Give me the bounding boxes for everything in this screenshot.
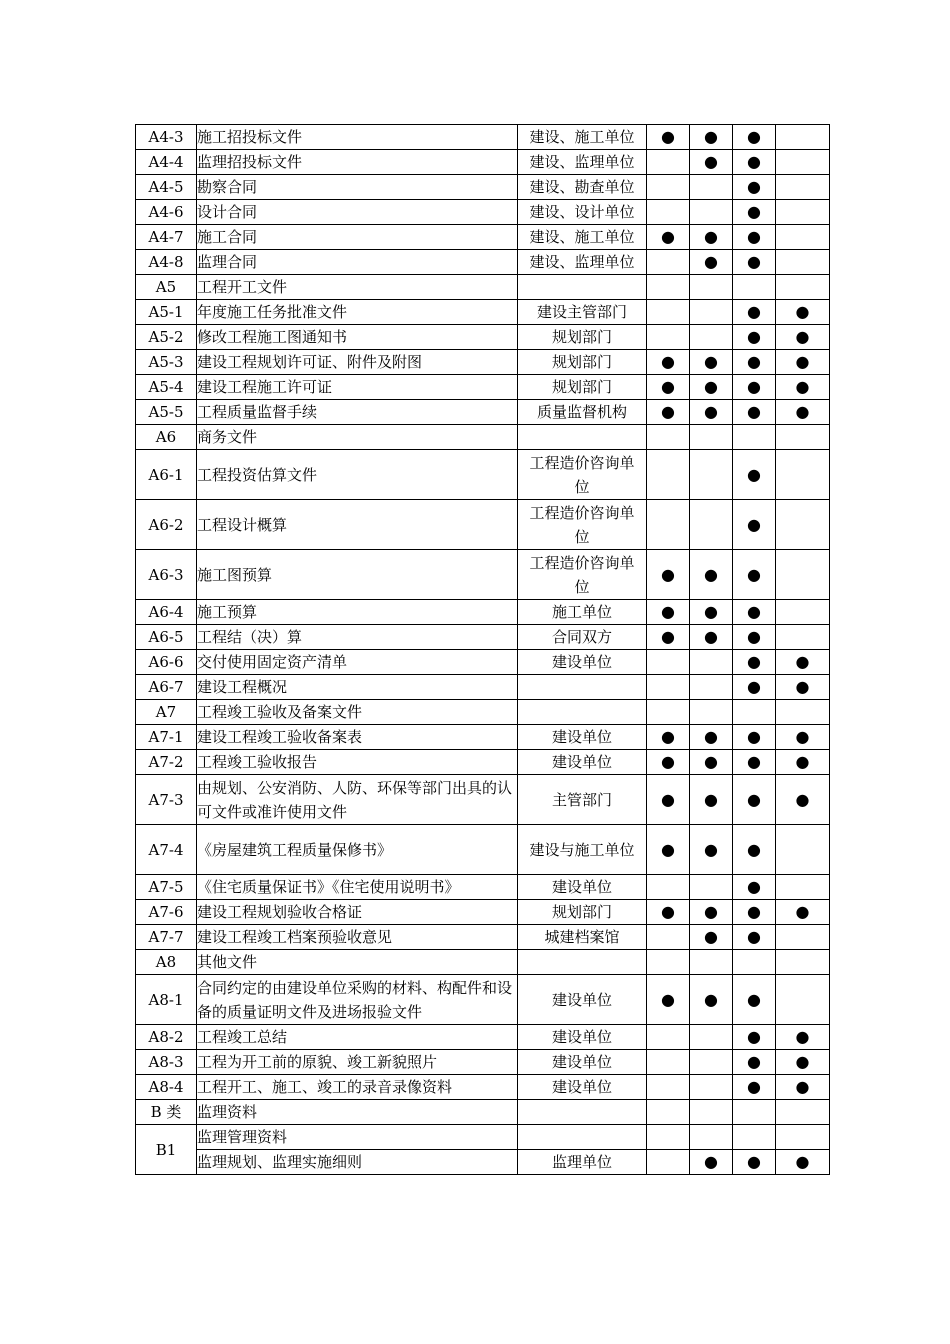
row-code: A5-2 [136,325,197,350]
mark-cell: ● [690,550,733,600]
row-code: A8-4 [136,1075,197,1100]
mark-cell: ● [733,1025,776,1050]
mark-cell: ● [776,1050,830,1075]
row-name: 工程结（决）算 [197,625,518,650]
row-name: 建设工程规划许可证、附件及附图 [197,350,518,375]
mark-cell [690,650,733,675]
mark-cell [690,1075,733,1100]
mark-cell: ● [733,150,776,175]
mark-cell [690,1050,733,1075]
row-unit: 建设单位 [518,725,647,750]
mark-cell [690,275,733,300]
row-unit [518,675,647,700]
row-code: A7-6 [136,900,197,925]
mark-cell: ● [733,750,776,775]
mark-cell [647,150,690,175]
mark-cell [776,175,830,200]
mark-cell: ● [733,325,776,350]
row-code: A6-6 [136,650,197,675]
mark-cell: ● [690,900,733,925]
mark-cell: ● [647,775,690,825]
row-code: A4-5 [136,175,197,200]
mark-cell [776,225,830,250]
table-body [136,125,830,1175]
mark-cell: ● [776,325,830,350]
table-row [136,450,830,500]
mark-cell [647,1025,690,1050]
row-name: 工程竣工验收及备案文件 [197,700,518,725]
row-name: 施工招投标文件 [197,125,518,150]
mark-cell [690,1125,733,1150]
row-code: A4-6 [136,200,197,225]
row-unit [518,1125,647,1150]
mark-cell [690,875,733,900]
row-code: A5-5 [136,400,197,425]
mark-cell [776,1100,830,1125]
mark-cell [690,1025,733,1050]
mark-cell [776,625,830,650]
mark-cell [776,550,830,600]
mark-cell [690,200,733,225]
row-name: 监理管理资料 [197,1125,518,1150]
table-row [136,725,830,750]
mark-cell: ● [690,600,733,625]
row-name: 《房屋建筑工程质量保修书》 [197,825,518,875]
row-unit: 建设、监理单位 [518,250,647,275]
mark-cell: ● [776,1025,830,1050]
mark-cell [647,425,690,450]
row-unit: 建设、监理单位 [518,150,647,175]
mark-cell: ● [690,225,733,250]
table-row [136,400,830,425]
row-name: 建设工程竣工验收备案表 [197,725,518,750]
mark-cell: ● [733,625,776,650]
row-code: A6-5 [136,625,197,650]
table-row [136,225,830,250]
row-name: 工程质量监督手续 [197,400,518,425]
row-name: 修改工程施工图通知书 [197,325,518,350]
row-code: A8-1 [136,975,197,1025]
row-name: 商务文件 [197,425,518,450]
mark-cell [647,325,690,350]
row-code: A7-7 [136,925,197,950]
table-row [136,425,830,450]
row-name: 工程竣工总结 [197,1025,518,1050]
table-row [136,875,830,900]
mark-cell [776,1125,830,1150]
mark-cell [690,425,733,450]
mark-cell [647,675,690,700]
row-unit: 建设单位 [518,1050,647,1075]
mark-cell: ● [647,225,690,250]
row-code: A8-3 [136,1050,197,1075]
row-name: 工程为开工前的原貌、竣工新貌照片 [197,1050,518,1075]
row-unit [518,700,647,725]
table-row [136,200,830,225]
row-unit: 建设单位 [518,750,647,775]
mark-cell [776,925,830,950]
mark-cell: ● [776,300,830,325]
mark-cell: ● [733,350,776,375]
row-name: 设计合同 [197,200,518,225]
mark-cell [647,925,690,950]
table-row [136,1050,830,1075]
mark-cell: ● [690,150,733,175]
mark-cell [733,425,776,450]
mark-cell: ● [733,600,776,625]
mark-cell: ● [733,1075,776,1100]
mark-cell: ● [690,975,733,1025]
row-unit: 工程造价咨询单位 [518,550,647,600]
row-code: A7-3 [136,775,197,825]
row-unit: 建设单位 [518,650,647,675]
mark-cell: ● [733,725,776,750]
row-code: A7-4 [136,825,197,875]
row-unit: 工程造价咨询单位 [518,500,647,550]
row-name: 《住宅质量保证书》《住宅使用说明书》 [197,875,518,900]
table-row [136,325,830,350]
row-code: A7-1 [136,725,197,750]
mark-cell: ● [776,725,830,750]
row-code: A6 [136,425,197,450]
mark-cell [776,450,830,500]
row-code: A5 [136,275,197,300]
mark-cell [776,950,830,975]
table-row [136,1150,830,1175]
mark-cell [690,500,733,550]
mark-cell: ● [776,375,830,400]
row-unit: 规划部门 [518,325,647,350]
row-name: 建设工程施工许可证 [197,375,518,400]
mark-cell: ● [647,125,690,150]
row-code: A7-2 [136,750,197,775]
row-name: 合同约定的由建设单位采购的材料、构配件和设备的质量证明文件及进场报验文件 [197,975,518,1025]
mark-cell: ● [690,775,733,825]
mark-cell [690,675,733,700]
mark-cell [647,950,690,975]
mark-cell: ● [690,375,733,400]
row-unit: 监理单位 [518,1150,647,1175]
row-name: 监理合同 [197,250,518,275]
table-row [136,950,830,975]
row-unit: 主管部门 [518,775,647,825]
mark-cell [647,450,690,500]
mark-cell [776,250,830,275]
row-unit: 建设与施工单位 [518,825,647,875]
table-row [136,1100,830,1125]
mark-cell: ● [647,750,690,775]
row-name: 勘察合同 [197,175,518,200]
row-code: A4-3 [136,125,197,150]
table-row [136,650,830,675]
mark-cell [690,300,733,325]
row-unit: 规划部门 [518,900,647,925]
table-row [136,1075,830,1100]
mark-cell [776,875,830,900]
mark-cell: ● [733,450,776,500]
row-unit [518,275,647,300]
row-name: 工程开工文件 [197,275,518,300]
row-code: A6-2 [136,500,197,550]
mark-cell [647,250,690,275]
mark-cell [647,1150,690,1175]
mark-cell: ● [647,625,690,650]
row-unit: 合同双方 [518,625,647,650]
mark-cell [647,650,690,675]
mark-cell: ● [690,250,733,275]
mark-cell: ● [647,600,690,625]
mark-cell: ● [733,550,776,600]
table-row [136,250,830,275]
row-code: A6-1 [136,450,197,500]
mark-cell [733,1125,776,1150]
mark-cell: ● [776,750,830,775]
mark-cell: ● [690,400,733,425]
row-name: 由规划、公安消防、人防、环保等部门出具的认可文件或准许使用文件 [197,775,518,825]
mark-cell: ● [647,900,690,925]
row-code: A6-4 [136,600,197,625]
row-unit: 建设单位 [518,875,647,900]
table-row [136,975,830,1025]
table-row [136,275,830,300]
table-row [136,1125,830,1150]
mark-cell [647,500,690,550]
mark-cell [647,1050,690,1075]
mark-cell: ● [690,125,733,150]
mark-cell [647,175,690,200]
row-name: 工程开工、施工、竣工的录音录像资料 [197,1075,518,1100]
mark-cell: ● [776,350,830,375]
row-code: A8-2 [136,1025,197,1050]
mark-cell: ● [733,875,776,900]
mark-cell: ● [690,725,733,750]
mark-cell: ● [733,200,776,225]
mark-cell: ● [647,725,690,750]
row-unit: 施工单位 [518,600,647,625]
row-name: 交付使用固定资产清单 [197,650,518,675]
row-code: A7 [136,700,197,725]
mark-cell [647,200,690,225]
mark-cell: ● [733,1150,776,1175]
mark-cell [733,700,776,725]
table-row [136,625,830,650]
table-row [136,825,830,875]
mark-cell: ● [647,350,690,375]
table-row [136,175,830,200]
mark-cell [776,825,830,875]
mark-cell [647,875,690,900]
row-name: 建设工程竣工档案预验收意见 [197,925,518,950]
mark-cell [776,500,830,550]
mark-cell [647,300,690,325]
mark-cell: ● [733,675,776,700]
row-unit: 建设单位 [518,1025,647,1050]
mark-cell: ● [733,1050,776,1075]
mark-cell [776,125,830,150]
row-code: A4-8 [136,250,197,275]
mark-cell: ● [733,900,776,925]
row-code: A4-4 [136,150,197,175]
mark-cell [733,1100,776,1125]
table-row [136,550,830,600]
mark-cell [690,1100,733,1125]
row-code: A6-3 [136,550,197,600]
row-name: 监理资料 [197,1100,518,1125]
row-unit: 建设主管部门 [518,300,647,325]
mark-cell [776,700,830,725]
mark-cell: ● [733,925,776,950]
mark-cell [690,325,733,350]
row-unit: 质量监督机构 [518,400,647,425]
row-unit [518,950,647,975]
mark-cell: ● [733,300,776,325]
mark-cell [776,975,830,1025]
row-name: 工程投资估算文件 [197,450,518,500]
mark-cell: ● [690,625,733,650]
mark-cell: ● [647,975,690,1025]
mark-cell [690,700,733,725]
row-unit: 工程造价咨询单位 [518,450,647,500]
row-unit: 建设、设计单位 [518,200,647,225]
archive-table [135,124,830,1175]
table-row [136,375,830,400]
row-name: 建设工程概况 [197,675,518,700]
mark-cell: ● [733,225,776,250]
mark-cell: ● [647,375,690,400]
table-row [136,750,830,775]
row-name: 监理招投标文件 [197,150,518,175]
mark-cell: ● [647,400,690,425]
mark-cell: ● [733,500,776,550]
mark-cell: ● [776,1075,830,1100]
mark-cell: ● [733,975,776,1025]
row-name: 监理规划、监理实施细则 [197,1150,518,1175]
row-unit [518,425,647,450]
mark-cell [776,275,830,300]
row-unit: 规划部门 [518,350,647,375]
mark-cell: ● [733,375,776,400]
row-name: 建设工程规划验收合格证 [197,900,518,925]
row-unit: 建设、施工单位 [518,125,647,150]
table-row [136,300,830,325]
mark-cell: ● [690,1150,733,1175]
mark-cell: ● [647,550,690,600]
mark-cell [647,275,690,300]
mark-cell: ● [733,250,776,275]
mark-cell: ● [647,825,690,875]
row-code: A5-1 [136,300,197,325]
table-row [136,925,830,950]
table-row [136,1025,830,1050]
table-row [136,900,830,925]
row-code: A8 [136,950,197,975]
mark-cell [776,600,830,625]
mark-cell [690,175,733,200]
mark-cell: ● [690,825,733,875]
table-row [136,125,830,150]
row-name: 年度施工任务批准文件 [197,300,518,325]
mark-cell [690,450,733,500]
row-name: 工程竣工验收报告 [197,750,518,775]
row-code: B1 [136,1125,197,1175]
row-code: A5-3 [136,350,197,375]
row-code: A6-7 [136,675,197,700]
mark-cell: ● [776,900,830,925]
row-unit: 建设、施工单位 [518,225,647,250]
row-code: A7-5 [136,875,197,900]
row-unit: 建设、勘查单位 [518,175,647,200]
row-name: 工程设计概算 [197,500,518,550]
row-code: B 类 [136,1100,197,1125]
mark-cell [647,1125,690,1150]
row-name: 施工图预算 [197,550,518,600]
row-unit [518,1100,647,1125]
mark-cell: ● [690,925,733,950]
row-name: 施工合同 [197,225,518,250]
mark-cell: ● [733,650,776,675]
mark-cell: ● [733,175,776,200]
table-row [136,775,830,825]
mark-cell: ● [733,825,776,875]
table-row [136,350,830,375]
mark-cell [776,425,830,450]
mark-cell [690,950,733,975]
mark-cell: ● [690,750,733,775]
table-row [136,150,830,175]
mark-cell: ● [690,350,733,375]
row-unit: 城建档案馆 [518,925,647,950]
mark-cell [647,1100,690,1125]
mark-cell: ● [776,400,830,425]
table-row [136,675,830,700]
mark-cell [776,150,830,175]
mark-cell [647,700,690,725]
mark-cell: ● [776,1150,830,1175]
table-row [136,700,830,725]
row-unit: 建设单位 [518,975,647,1025]
mark-cell [647,1075,690,1100]
mark-cell: ● [733,125,776,150]
mark-cell: ● [776,675,830,700]
mark-cell: ● [776,775,830,825]
mark-cell: ● [776,650,830,675]
table-row [136,500,830,550]
mark-cell [776,200,830,225]
row-name: 其他文件 [197,950,518,975]
table-row [136,600,830,625]
row-name: 施工预算 [197,600,518,625]
row-unit: 规划部门 [518,375,647,400]
row-code: A5-4 [136,375,197,400]
mark-cell: ● [733,775,776,825]
row-code: A4-7 [136,225,197,250]
mark-cell [733,950,776,975]
mark-cell: ● [733,400,776,425]
row-unit: 建设单位 [518,1075,647,1100]
mark-cell [733,275,776,300]
